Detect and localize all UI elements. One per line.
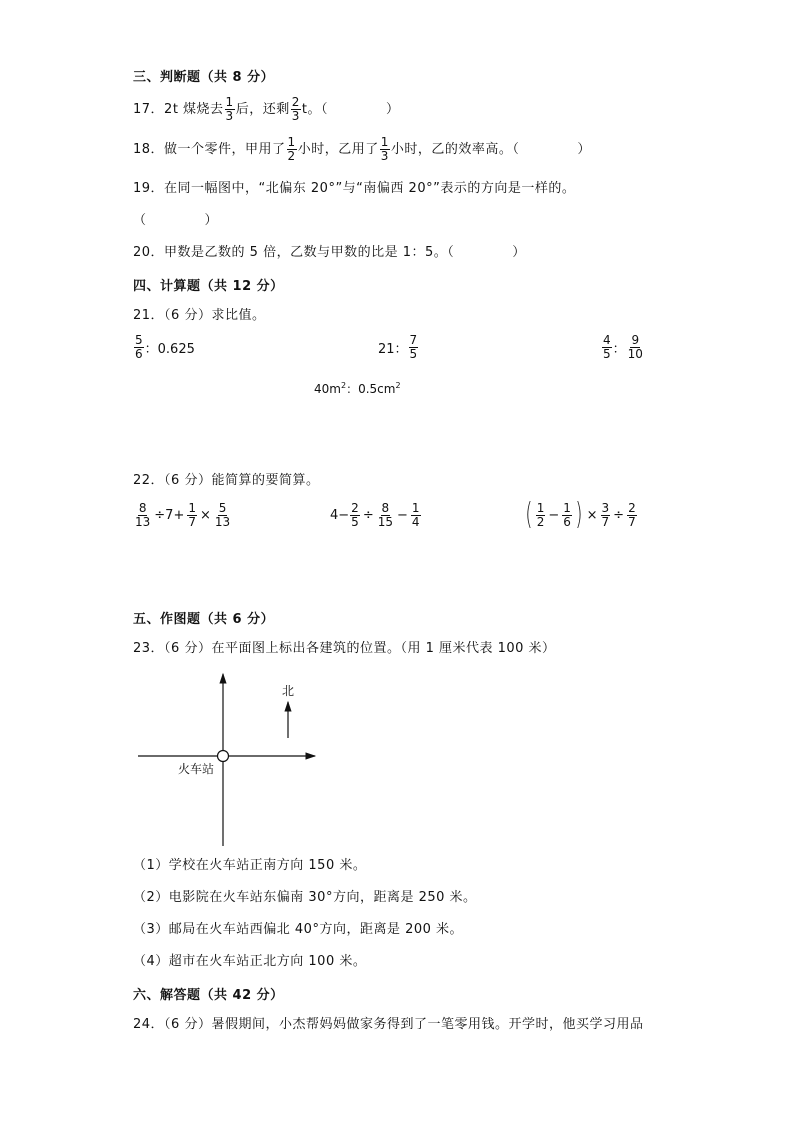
question-20: 20．甲数是乙数的 5 倍，乙数与甲数的比是 1：5。（ ） <box>133 245 526 260</box>
question-23-stem: 23．（6 分）在平面图上标出各建筑的位置。（用 1 厘米代表 100 米） <box>133 641 556 656</box>
station-label: 火车站 <box>178 762 215 776</box>
north-label: 北 <box>282 684 295 698</box>
q22-expr-3: ( $\frac{1}{2}$ − $\frac{1}{6}$ ) × $\frac{3}{7}$ ÷ $\frac{2}{7}$ <box>525 497 636 532</box>
station-point <box>218 751 229 762</box>
fraction: $\frac{1}{3}$ <box>380 135 389 163</box>
q22-expr-1: $\frac{8}{13}$ ÷7+ $\frac{1}{7}$ × $\frac{5}{13}$ <box>135 501 231 529</box>
question-24: 24．（6 分）暑假期间，小杰帮妈妈做家务得到了一笔零用钱。开学时，他买学习用品 <box>133 1017 644 1032</box>
question-19-line1: 19．在同一幅图中，“北偏东 20°”与“南偏西 20°”表示的方向是一样的。 <box>133 181 576 196</box>
q23-item-3: （3）邮局在火车站西偏北 40°方向，距离是 200 米。 <box>133 922 464 937</box>
q23-item-2: （2）电影院在火车站东偏南 30°方向，距离是 250 米。 <box>133 890 477 905</box>
fraction: $\frac{1}{2}$ <box>287 135 296 163</box>
question-19-line2: （ ） <box>133 213 219 228</box>
q21-expr-1: $\frac{5}{6}$ ：0.625 <box>135 333 195 361</box>
coordinate-diagram <box>130 664 330 848</box>
section-6-title: 六、解答题（共 42 分） <box>133 988 284 1003</box>
question-17: 17．2t 煤烧去 $\frac{1}{3}$ 后，还剩 $\frac{2}{3}$ t。（ ） <box>133 95 400 123</box>
q23-item-4: （4）超市在火车站正北方向 100 米。 <box>133 954 367 969</box>
q21-expr-2: 21： $\frac{7}{5}$ <box>378 333 418 361</box>
q22-expr-2: 4− $\frac{2}{5}$ ÷ $\frac{8}{15}$ − $\frac{1}{4}$ <box>330 501 420 529</box>
q21-expr-4: $40m^2$：$0.5cm^2$ <box>314 381 401 396</box>
fraction: $\frac{1}{3}$ <box>225 95 234 123</box>
q23-item-1: （1）学校在火车站正南方向 150 米。 <box>133 858 367 873</box>
fraction: $\frac{2}{3}$ <box>291 95 300 123</box>
question-22-stem: 22．（6 分）能简算的要简算。 <box>133 473 320 488</box>
section-4-title: 四、计算题（共 12 分） <box>133 279 284 294</box>
section-3-title: 三、判断题（共 8 分） <box>133 70 275 85</box>
question-21-stem: 21．（6 分）求比值。 <box>133 308 266 323</box>
question-18: 18．做一个零件，甲用了 $\frac{1}{2}$ 小时，乙用了 $\frac{1}{3}$ 小时，乙的效率高。（ ） <box>133 135 591 163</box>
section-5-title: 五、作图题（共 6 分） <box>133 612 275 627</box>
q21-expr-3: $\frac{4}{5}$ ： $\frac{9}{10}$ <box>603 333 643 361</box>
